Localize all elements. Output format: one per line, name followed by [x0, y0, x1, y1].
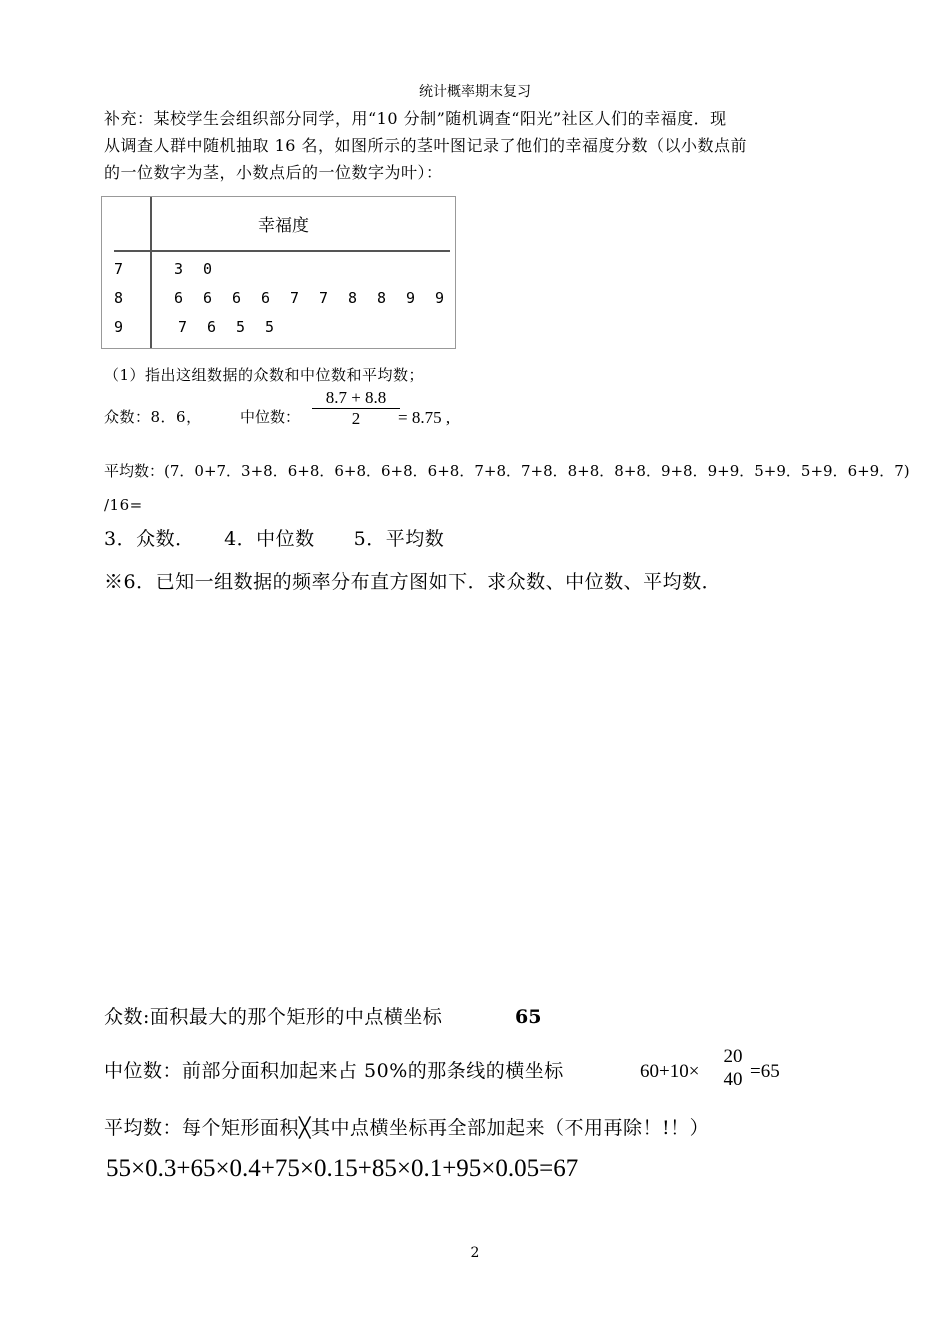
fraction-denominator: 40	[723, 1069, 743, 1090]
leaf: 6	[207, 318, 217, 336]
stem-leaf-plot	[101, 196, 456, 349]
median-expr-left: 60+10×	[640, 1061, 700, 1082]
mean-formula: 平均数：(7．0+7．3+8．6+8．6+8．6+8．6+8．7+8．7+8．8+8．8+8．9+8．9+9．5+9．5+9．6+9．7)	[104, 462, 910, 480]
median-label: 中位数：	[240, 408, 301, 426]
question-6: ※6．已知一组数据的频率分布直方图如下．求众数、中位数、平均数．	[104, 571, 722, 593]
leaf: 3	[174, 260, 184, 278]
fraction-numerator: 20	[723, 1046, 743, 1067]
mean-explanation: 平均数：每个矩形面积╳其中点横坐标再全部加起来（不用再除！!！）	[104, 1117, 710, 1139]
stem-divider	[150, 197, 152, 348]
intro-line-2: 从调查人群中随机抽取 16 名，如图所示的茎叶图记录了他们的幸福度分数（以小数点前	[104, 136, 748, 155]
mode-value: 65	[515, 1006, 542, 1028]
leaf: 0	[203, 260, 213, 278]
stem-8: 8	[114, 289, 124, 307]
median-ratio-fraction	[716, 1046, 750, 1091]
stem-7: 7	[114, 260, 124, 278]
fraction-numerator: 8.7 + 8.8	[325, 388, 387, 407]
mode-answer: 众数：8．6，	[104, 408, 202, 426]
question-items: 3．众数． 4．中位数 5．平均数	[104, 528, 445, 550]
leaf: 8	[377, 289, 387, 307]
median-fraction	[312, 388, 400, 429]
question-1: （1）指出这组数据的众数和中位数和平均数；	[104, 366, 425, 384]
page-number: 2	[470, 1245, 480, 1261]
page-header: 统计概率期末复习	[419, 84, 531, 100]
leaf: 6	[174, 289, 184, 307]
leaf: 7	[290, 289, 300, 307]
stem-9: 9	[114, 318, 124, 336]
leaf: 7	[178, 318, 188, 336]
leaf: 9	[406, 289, 416, 307]
leaf: 5	[265, 318, 275, 336]
leaf: 9	[435, 289, 445, 307]
leaf: 6	[232, 289, 242, 307]
intro-line-1: 补充：某校学生会组织部分同学，用“10 分制”随机调查“阳光”社区人们的幸福度．现	[104, 109, 727, 128]
leaf: 6	[261, 289, 271, 307]
mode-explanation: 众数:面积最大的那个矩形的中点横坐标	[104, 1006, 443, 1028]
mean-formula-cont: /16=	[104, 496, 143, 514]
median-result: = 8.75 ,	[398, 408, 451, 427]
intro-line-3: 的一位数字为茎，小数点后的一位数字为叶）：	[104, 163, 443, 182]
leaf: 5	[236, 318, 246, 336]
mean-calculation: 55×0.3+65×0.4+75×0.15+85×0.1+95×0.05=67	[106, 1155, 579, 1182]
leaf: 7	[319, 289, 329, 307]
median-explanation: 中位数：前部分面积加起来占 50%的那条线的横坐标	[104, 1060, 564, 1082]
leaf: 6	[203, 289, 213, 307]
stem-leaf-title: 幸福度	[258, 216, 309, 236]
median-expr-right: =65	[750, 1061, 780, 1082]
header-divider	[114, 250, 450, 252]
fraction-denominator: 2	[351, 409, 361, 428]
leaf: 8	[348, 289, 358, 307]
